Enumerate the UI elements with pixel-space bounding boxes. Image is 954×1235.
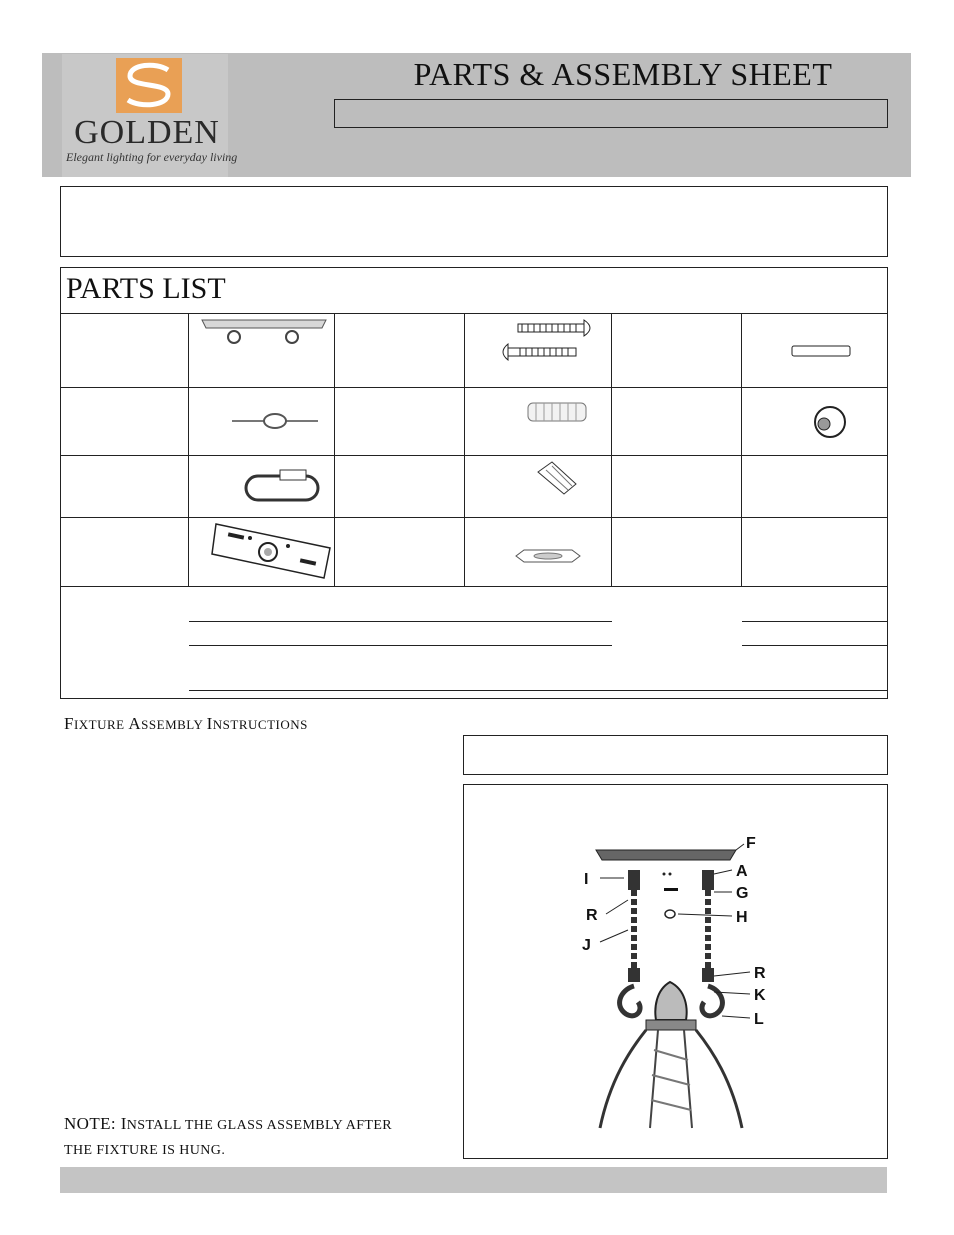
column-divider: [611, 313, 612, 586]
row-divider: [61, 387, 888, 388]
rule-line: [742, 621, 888, 622]
diagram-label-r-left: R: [586, 907, 598, 924]
diagram-label-k: K: [754, 987, 766, 1004]
install-note: NOTE: INSTALL THE GLASS ASSEMBLY AFTER THE FIXTURE IS HUNG.: [64, 1114, 393, 1158]
row-divider: [61, 455, 888, 456]
mounting-plate-icon: [210, 516, 332, 580]
rule-line: [189, 645, 612, 646]
chain-link-icon: [230, 410, 320, 432]
diagram-label-g: G: [736, 885, 749, 902]
nipple-icon: [790, 344, 852, 358]
threaded-pipe-icon: [526, 400, 588, 424]
column-divider: [464, 313, 465, 586]
row-divider: [61, 586, 888, 587]
column-divider: [334, 313, 335, 586]
diagram-label-f: F: [746, 835, 756, 852]
hex-nut-icon: [514, 546, 582, 566]
finial-ball-icon: [812, 404, 848, 440]
diagram-label-j: J: [582, 937, 591, 954]
diagram-caption-box: [463, 735, 888, 775]
assembly-diagram: [560, 830, 800, 1130]
diagram-label-l: L: [754, 1011, 764, 1028]
model-number-field: [334, 99, 888, 128]
rule-line: [189, 690, 888, 691]
parts-list-table: [60, 267, 888, 699]
row-divider: [61, 313, 888, 314]
logo-mark-icon: [116, 58, 182, 113]
canopy-bar-icon: [198, 316, 330, 348]
rule-line: [189, 621, 612, 622]
fixture-info-box: [60, 186, 888, 257]
footer-bar: [60, 1167, 887, 1193]
diagram-label-a: A: [736, 863, 748, 880]
column-divider: [741, 313, 742, 586]
diagram-label-h: H: [736, 909, 748, 926]
s-hook-icon: [242, 468, 322, 506]
diagram-label-i: I: [584, 871, 589, 888]
brand-tagline: Elegant lighting for everyday living: [66, 150, 238, 164]
wire-nut-icon: [534, 460, 580, 496]
screws-icon: [500, 318, 600, 366]
diagram-label-r-right: R: [754, 965, 766, 982]
brand-name: GOLDEN: [74, 114, 220, 151]
page-title: PARTS & ASSEMBLY SHEET: [413, 56, 833, 92]
parts-list-title: PARTS LIST: [66, 272, 226, 305]
row-divider: [61, 517, 888, 518]
rule-line: [742, 645, 888, 646]
column-divider: [188, 313, 189, 586]
instructions-title: FIXTURE ASSEMBLY INSTRUCTIONS: [64, 714, 308, 733]
